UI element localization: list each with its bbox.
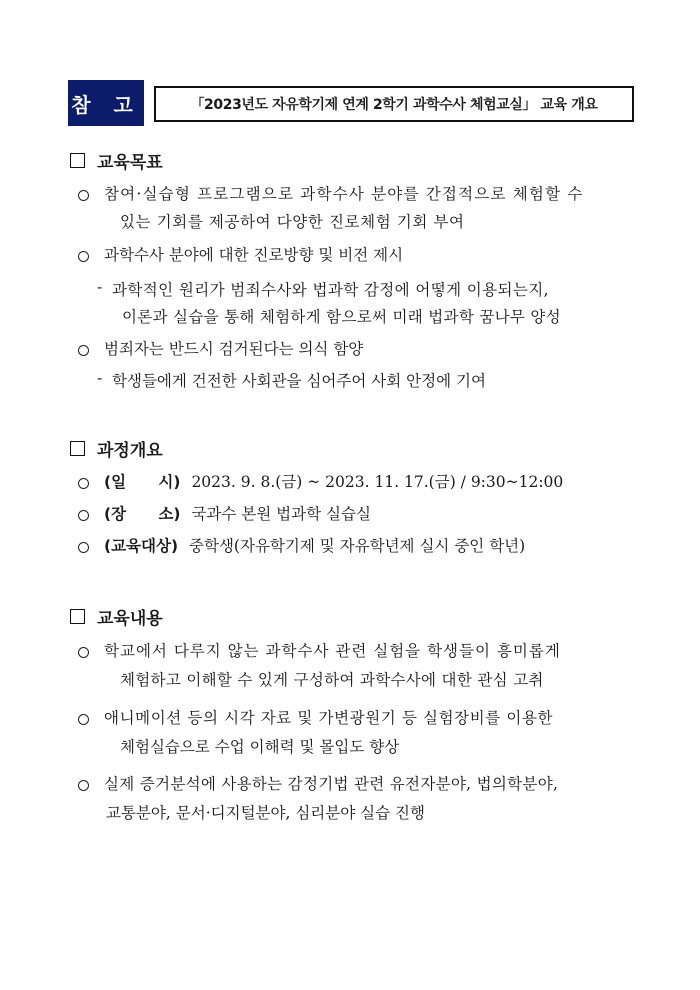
- circle-bullet-icon: [78, 345, 89, 356]
- date-label: (일 시): [104, 473, 181, 491]
- circle-bullet-icon: [78, 251, 89, 262]
- circle-bullet-icon: [78, 190, 89, 201]
- section-content-heading: [70, 604, 163, 629]
- content-1-line-2: 체험하고 이해할 수 있게 구성하여 과학수사에 대한 관심 고취: [120, 671, 544, 689]
- circle-bullet-icon: [78, 780, 89, 791]
- goal-1-line-2: 있는 기회를 제공하여 다양한 진로체험 기회 부여: [120, 213, 465, 231]
- document-header: [68, 80, 634, 126]
- reference-tag: 참 고: [68, 80, 144, 126]
- target-value: 중학생(자유학기제 및 자유학년제 실시 중인 학년): [189, 537, 526, 555]
- place-label: (장 소): [104, 505, 181, 523]
- square-bullet-icon: [70, 441, 85, 456]
- section-title: 과정개요: [97, 441, 163, 461]
- section-overview-heading: [70, 436, 163, 461]
- document-title: 「2023년도 자유학기제 연계 2학기 과학수사 체험교실」 교육 개요: [154, 86, 634, 122]
- target-label: (교육대상): [104, 537, 179, 555]
- goal-3: 범죄자는 반드시 검거된다는 의식 함양: [104, 340, 364, 358]
- dash-bullet: -: [97, 369, 103, 387]
- overview-target: [104, 534, 525, 556]
- content-3-line-2: 교통분야, 문서·디지털분야, 심리분야 실습 진행: [106, 804, 425, 822]
- circle-bullet-icon: [78, 714, 89, 725]
- overview-date: [104, 470, 563, 492]
- goal-2: 과학수사 분야에 대한 진로방향 및 비전 제시: [104, 246, 404, 264]
- dash-bullet: -: [97, 278, 103, 296]
- content-1-line-1: 학교에서 다루지 않는 과학수사 관련 실험을 학생들이 흥미롭게: [104, 642, 561, 660]
- date-value: 2023. 9. 8.(금) ~ 2023. 11. 17.(금) / 9:30~12:00: [191, 473, 564, 491]
- circle-bullet-icon: [78, 542, 89, 553]
- section-title: 교육내용: [97, 609, 163, 629]
- overview-place: [104, 502, 371, 524]
- content-2-line-1: 애니메이션 등의 시각 자료 및 가변광원기 등 실험장비를 이용한: [104, 709, 554, 727]
- section-goals-heading: [70, 148, 163, 173]
- circle-bullet-icon: [78, 478, 89, 489]
- goal-1-line-1: 참여·실습형 프로그램으로 과학수사 분야를 간접적으로 체험할 수: [104, 185, 584, 203]
- square-bullet-icon: [70, 153, 85, 168]
- place-value: 국과수 본원 법과학 실습실: [191, 505, 371, 523]
- circle-bullet-icon: [78, 647, 89, 658]
- goal-3-sub: 학생들에게 건전한 사회관을 심어주어 사회 안정에 기여: [112, 372, 486, 390]
- content-2-line-2: 체험실습으로 수업 이해력 및 몰입도 향상: [120, 738, 400, 756]
- content-3-line-1: 실제 증거분석에 사용하는 감정기법 관련 유전자분야, 법의학분야,: [104, 775, 559, 793]
- goal-2-sub-line-2: 이론과 실습을 통해 체험하게 함으로써 미래 법과학 꿈나무 양성: [122, 308, 561, 326]
- goal-2-sub-line-1: 과학적인 원리가 범죄수사와 법과학 감정에 어떻게 이용되는지,: [112, 281, 549, 299]
- square-bullet-icon: [70, 609, 85, 624]
- section-title: 교육목표: [97, 153, 163, 173]
- circle-bullet-icon: [78, 510, 89, 521]
